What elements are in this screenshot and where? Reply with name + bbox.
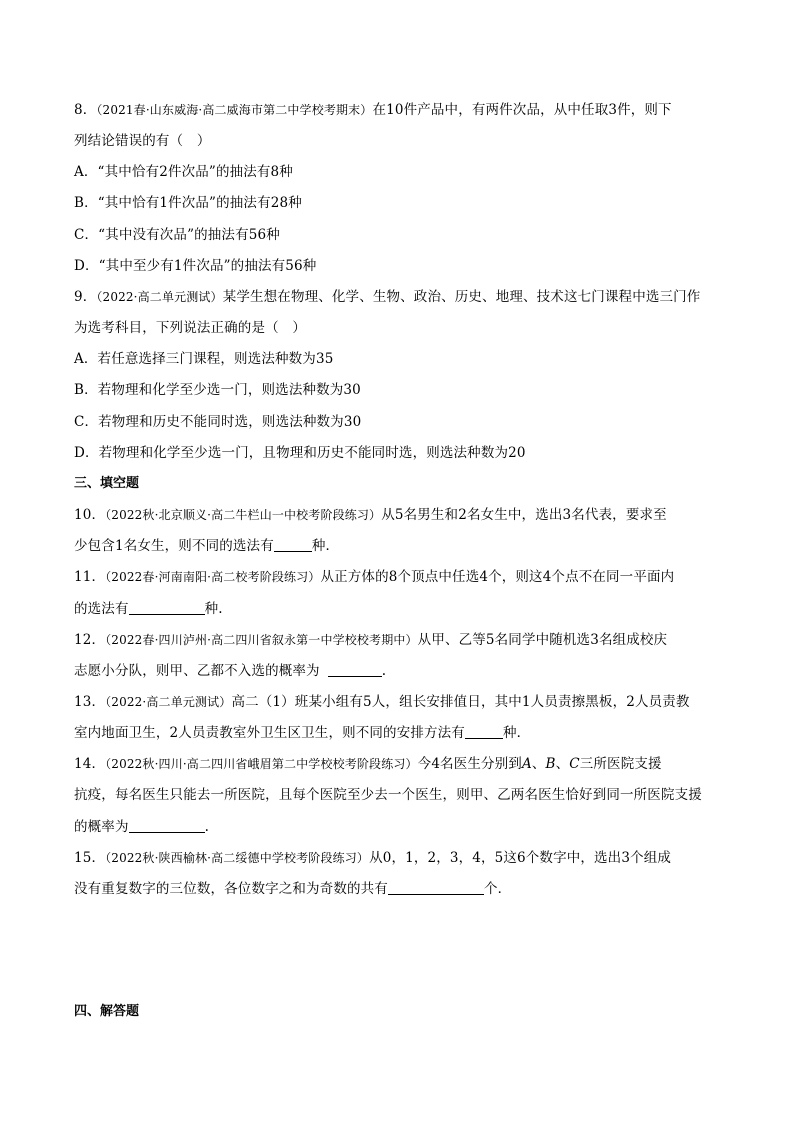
- q10-stem-2: 少包含1名女生，则不同的选法有: [74, 538, 274, 554]
- q15-stem-2: 没有重复数字的三位数，各位数字之和为奇数的共有: [74, 881, 388, 897]
- q9-option-a: A．若任意选择三门课程，则选法种数为35: [74, 351, 334, 367]
- q11-stem-2: 的选法有: [74, 601, 129, 617]
- q9-stem-2: 为选考科目，下列说法正确的是（ ）: [74, 320, 307, 336]
- q11-answer-blank[interactable]: [129, 600, 205, 615]
- q8-number: 8．: [74, 102, 97, 118]
- q14-var-b: B: [545, 756, 556, 772]
- q15-source: （2022秋·陕西榆林·高二绥德中学校考阶段练习）: [105, 851, 370, 865]
- q8-option-b: B．“其中恰有1件次品”的抽法有28种: [74, 195, 302, 211]
- q13-number: 13．: [74, 694, 106, 710]
- q12-number: 12．: [74, 632, 106, 648]
- q8-option-c: C．“其中没有次品”的抽法有56种: [74, 227, 280, 243]
- q15-stem-2-end: 个．: [483, 881, 512, 897]
- q9-number: 9．: [74, 289, 97, 305]
- q10-line-1: [74, 506, 667, 524]
- q13-line-1: [74, 693, 690, 711]
- q11-stem-2-end: 种.: [204, 601, 223, 617]
- q15-line-2: [74, 880, 511, 898]
- q9-option-c: C．若物理和历史不能同时选，则选法种数为30: [74, 414, 362, 430]
- q8-option-a: A．“其中恰有2件次品”的抽法有8种: [74, 164, 293, 180]
- q9-line-2: [74, 319, 306, 337]
- q14-stem-1a: 今4名医生分别到: [417, 756, 522, 772]
- q9-source: （2022·高二单元测试）: [96, 290, 223, 304]
- q13-stem-2: 室内地面卫生，2人员责教室外卫生区卫生，则不同的安排方法有: [74, 725, 465, 741]
- q13-line-2: [74, 724, 530, 742]
- q14-number: 14．: [74, 756, 106, 772]
- q14-stem-3: 的概率为: [74, 819, 129, 835]
- q14-separator: 、: [555, 756, 570, 772]
- q14-var-c: C: [569, 756, 580, 772]
- q12-stem-2: 志愿小分队，则甲、乙都不入选的概率为: [74, 663, 320, 679]
- q10-line-2: [74, 537, 339, 555]
- q12-line-2: [74, 662, 386, 680]
- q15-line-1: [74, 849, 671, 867]
- q8-line-2: [74, 132, 211, 150]
- q12-stem-1: 从甲、乙等5名同学中随机选3名组成校庆: [417, 632, 668, 648]
- q11-source: （2022春·河南南阳·高二校考阶段练习）: [105, 570, 321, 584]
- q14-stem-1b: 三所医院支援: [579, 756, 662, 772]
- q13-source: （2022·高二单元测试）: [105, 695, 232, 709]
- q8-source: （2021春·山东威海·高二威海市第二中学校考期末）: [96, 103, 373, 117]
- q14-source: （2022秋·四川·高二四川省峨眉第二中学校校考阶段练习）: [105, 757, 418, 771]
- q8-stem-2: 列结论错误的有（ ）: [74, 133, 211, 149]
- q8-line-1: [74, 101, 672, 119]
- q13-answer-blank[interactable]: [465, 724, 503, 739]
- q9-line-1: [74, 288, 700, 306]
- q14-line-2: [74, 786, 702, 804]
- q10-stem-1: 从5名男生和2名女生中，选出3名代表，要求至: [381, 507, 667, 523]
- q9-stem-1: 某学生想在物理、化学、生物、政治、历史、地理、技术这七门课程中选三门作: [222, 289, 701, 305]
- q12-source: （2022春·四川泸州·高二四川省叙永第一中学校校考期中）: [105, 633, 418, 647]
- q9-option-b: B．若物理和化学至少选一门，则选法种数为30: [74, 382, 361, 398]
- q8-stem-1: 在10件产品中，有两件次品，从中任取3件，则下: [372, 102, 672, 118]
- q11-stem-1: 从正方体的8个顶点中任选4个，则这4个点不在同一平面内: [320, 569, 675, 585]
- q14-stem-3-end: .: [204, 819, 210, 835]
- q14-line-3: [74, 818, 209, 836]
- q13-stem-1: 高二（1）班某小组有5人，组长安排值日，其中1人员责擦黑板，2人员责教: [231, 694, 690, 710]
- q14-stem-2: 抗疫，每名医生只能去一所医院，且每个医院至少去一个医生，则甲、乙两名医生恰好到同一所医院支援: [74, 787, 702, 803]
- q14-var-a: A: [521, 756, 532, 772]
- q11-line-1: [74, 568, 674, 586]
- section-heading-fill-blank: 三、填空题: [74, 476, 140, 491]
- q10-answer-blank[interactable]: [274, 537, 312, 552]
- q11-number: 11．: [74, 569, 106, 585]
- q15-stem-1: 从0，1，2，3，4，5这6个数字中，选出3个组成: [369, 850, 672, 866]
- section-heading-answer: 四、解答题: [74, 1004, 140, 1019]
- q10-stem-2-end: 种．: [311, 538, 340, 554]
- q15-answer-blank[interactable]: [388, 880, 484, 895]
- q14-line-1: [74, 755, 662, 773]
- q14-separator: 、: [531, 756, 546, 772]
- q12-line-1: [74, 631, 667, 649]
- q13-stem-2-end: 种．: [502, 725, 531, 741]
- q9-option-d: D．若物理和化学至少选一门，且物理和历史不能同时选，则选法种数为20: [74, 445, 526, 461]
- q10-number: 10．: [74, 507, 106, 523]
- q12-answer-blank[interactable]: [328, 662, 382, 677]
- q8-option-d: D．“其中至少有1件次品”的抽法有56种: [74, 258, 317, 274]
- q14-answer-blank[interactable]: [129, 818, 205, 833]
- q12-stem-2-end: .: [381, 663, 387, 679]
- q11-line-2: [74, 600, 223, 618]
- q10-source: （2022秋·北京顺义·高二牛栏山一中校考阶段练习）: [105, 508, 382, 522]
- q15-number: 15．: [74, 850, 106, 866]
